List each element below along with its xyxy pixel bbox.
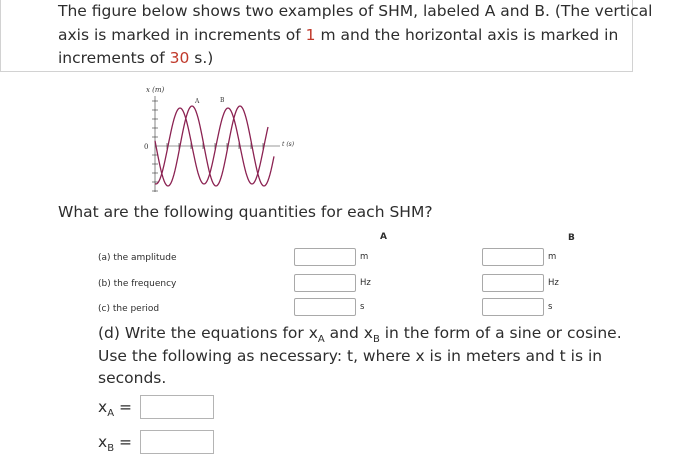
- horizontal-increment: 30: [169, 49, 190, 67]
- curve-a-label: A: [195, 98, 200, 105]
- part-d-line-3: seconds.: [98, 369, 167, 387]
- intro-line-2: axis is marked in increments of 1 m and the horizontal axis is marked in: [58, 26, 619, 44]
- period-a-unit: s: [360, 302, 365, 312]
- x-axis-label: t (s): [282, 141, 295, 148]
- column-header-b: B: [568, 233, 575, 243]
- period-b-input[interactable]: [482, 298, 544, 316]
- xa-equation-input[interactable]: [140, 395, 214, 419]
- xa-label: $x_A$ =: [98, 398, 132, 420]
- frequency-a-input[interactable]: [294, 274, 356, 292]
- amplitude-a-input[interactable]: [294, 248, 356, 266]
- origin-label: 0: [144, 143, 149, 151]
- vertical-increment: 1: [305, 26, 316, 44]
- frequency-b-input[interactable]: [482, 274, 544, 292]
- amplitude-a-unit: m: [360, 252, 369, 262]
- part-d-line-2: Use the following as necessary: t, where x is in meters and t is in: [98, 347, 603, 365]
- part-d-line-1: (d) Write the equations for $x_A$ and $x_B$ in the form of a sine or cosine.: [98, 324, 622, 346]
- period-a-input[interactable]: [294, 298, 356, 316]
- amplitude-b-unit: m: [548, 252, 557, 262]
- xb-equation-input[interactable]: [140, 430, 214, 454]
- frequency-b-unit: Hz: [548, 278, 559, 288]
- curve-b-label: B: [220, 97, 225, 104]
- axes: [155, 96, 280, 192]
- period-b-unit: s: [548, 302, 553, 312]
- shm-figure: [138, 86, 298, 196]
- y-axis-label: x (m): [146, 86, 165, 94]
- amplitude-b-input[interactable]: [482, 248, 544, 266]
- question-text: What are the following quantities for each SHM?: [58, 203, 433, 221]
- row-label-frequency: (b) the frequency: [98, 279, 177, 289]
- xb-label: $x_B$ =: [98, 433, 132, 455]
- frequency-a-unit: Hz: [360, 278, 371, 288]
- column-header-a: A: [380, 232, 387, 242]
- intro-line-1: The figure below shows two examples of SHM, labeled A and B. (The vertical: [58, 2, 653, 20]
- row-label-period: (c) the period: [98, 304, 160, 314]
- intro-line-3: increments of 30 s.): [58, 49, 214, 67]
- row-label-amplitude: (a) the amplitude: [98, 253, 177, 263]
